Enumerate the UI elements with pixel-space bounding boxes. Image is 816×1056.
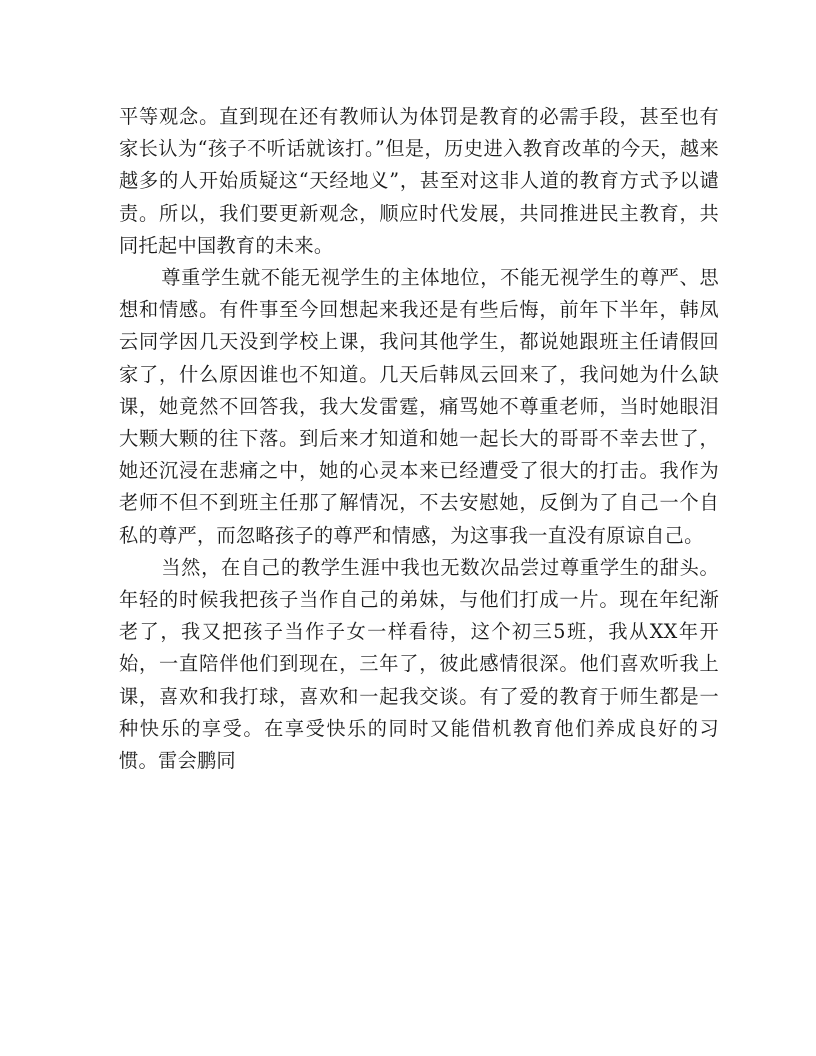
paragraph-2: 尊重学生就不能无视学生的主体地位，不能无视学生的尊严、思想和情感。有件事至今回想起来我还是有些后悔，前年下半年，韩凤云同学因几天没到学校上课，我问其他学生，都说她跟班主任请假回家了，什么原因谁也不知道。几天后韩凤云回来了，我问她为什么缺课，她竟然不回答我，我大发雷霆，痛骂她不尊重老师，当时她眼泪大颗大颗的往下落。到后来才知道和她一起长大的哥哥不幸去世了，她还沉浸在悲痛之中，她的心灵本来已经遭受了很大的打击。我作为老师不但不到班主任那了解情况，不去安慰她，反倒为了自己一个自私的尊严，而忽略孩子的尊严和情感，为这事我一直没有原谅自己。 bbox=[119, 266, 719, 547]
paragraph-1: 平等观念。直到现在还有教师认为体罚是教育的必需手段，甚至也有家长认为“孩子不听话就该打。”但是，历史进入教育改革的今天，越来越多的人开始质疑这“天经地义”，甚至对这非人道的教育方式予以谴责。所以，我们要更新观念，顺应时代发展，共同推进民主教育，共同托起中国教育的未来。 bbox=[119, 105, 719, 257]
document-body bbox=[119, 101, 719, 777]
paragraph-3: 当然，在自己的教学生涯中我也无数次品尝过尊重学生的甜头。年轻的时候我把孩子当作自己的弟妹，与他们打成一片。现在年纪渐老了，我又把孩子当作子女一样看待，这个初三5班，我从XX年开始，一直陪伴他们到现在，三年了，彼此感情很深。他们喜欢听我上课，喜欢和我打球，喜欢和一起我交谈。有了爱的教育于师生都是一种快乐的享受。在享受快乐的同时又能借机教育他们养成良好的习惯。雷会鹏同 bbox=[119, 555, 719, 773]
